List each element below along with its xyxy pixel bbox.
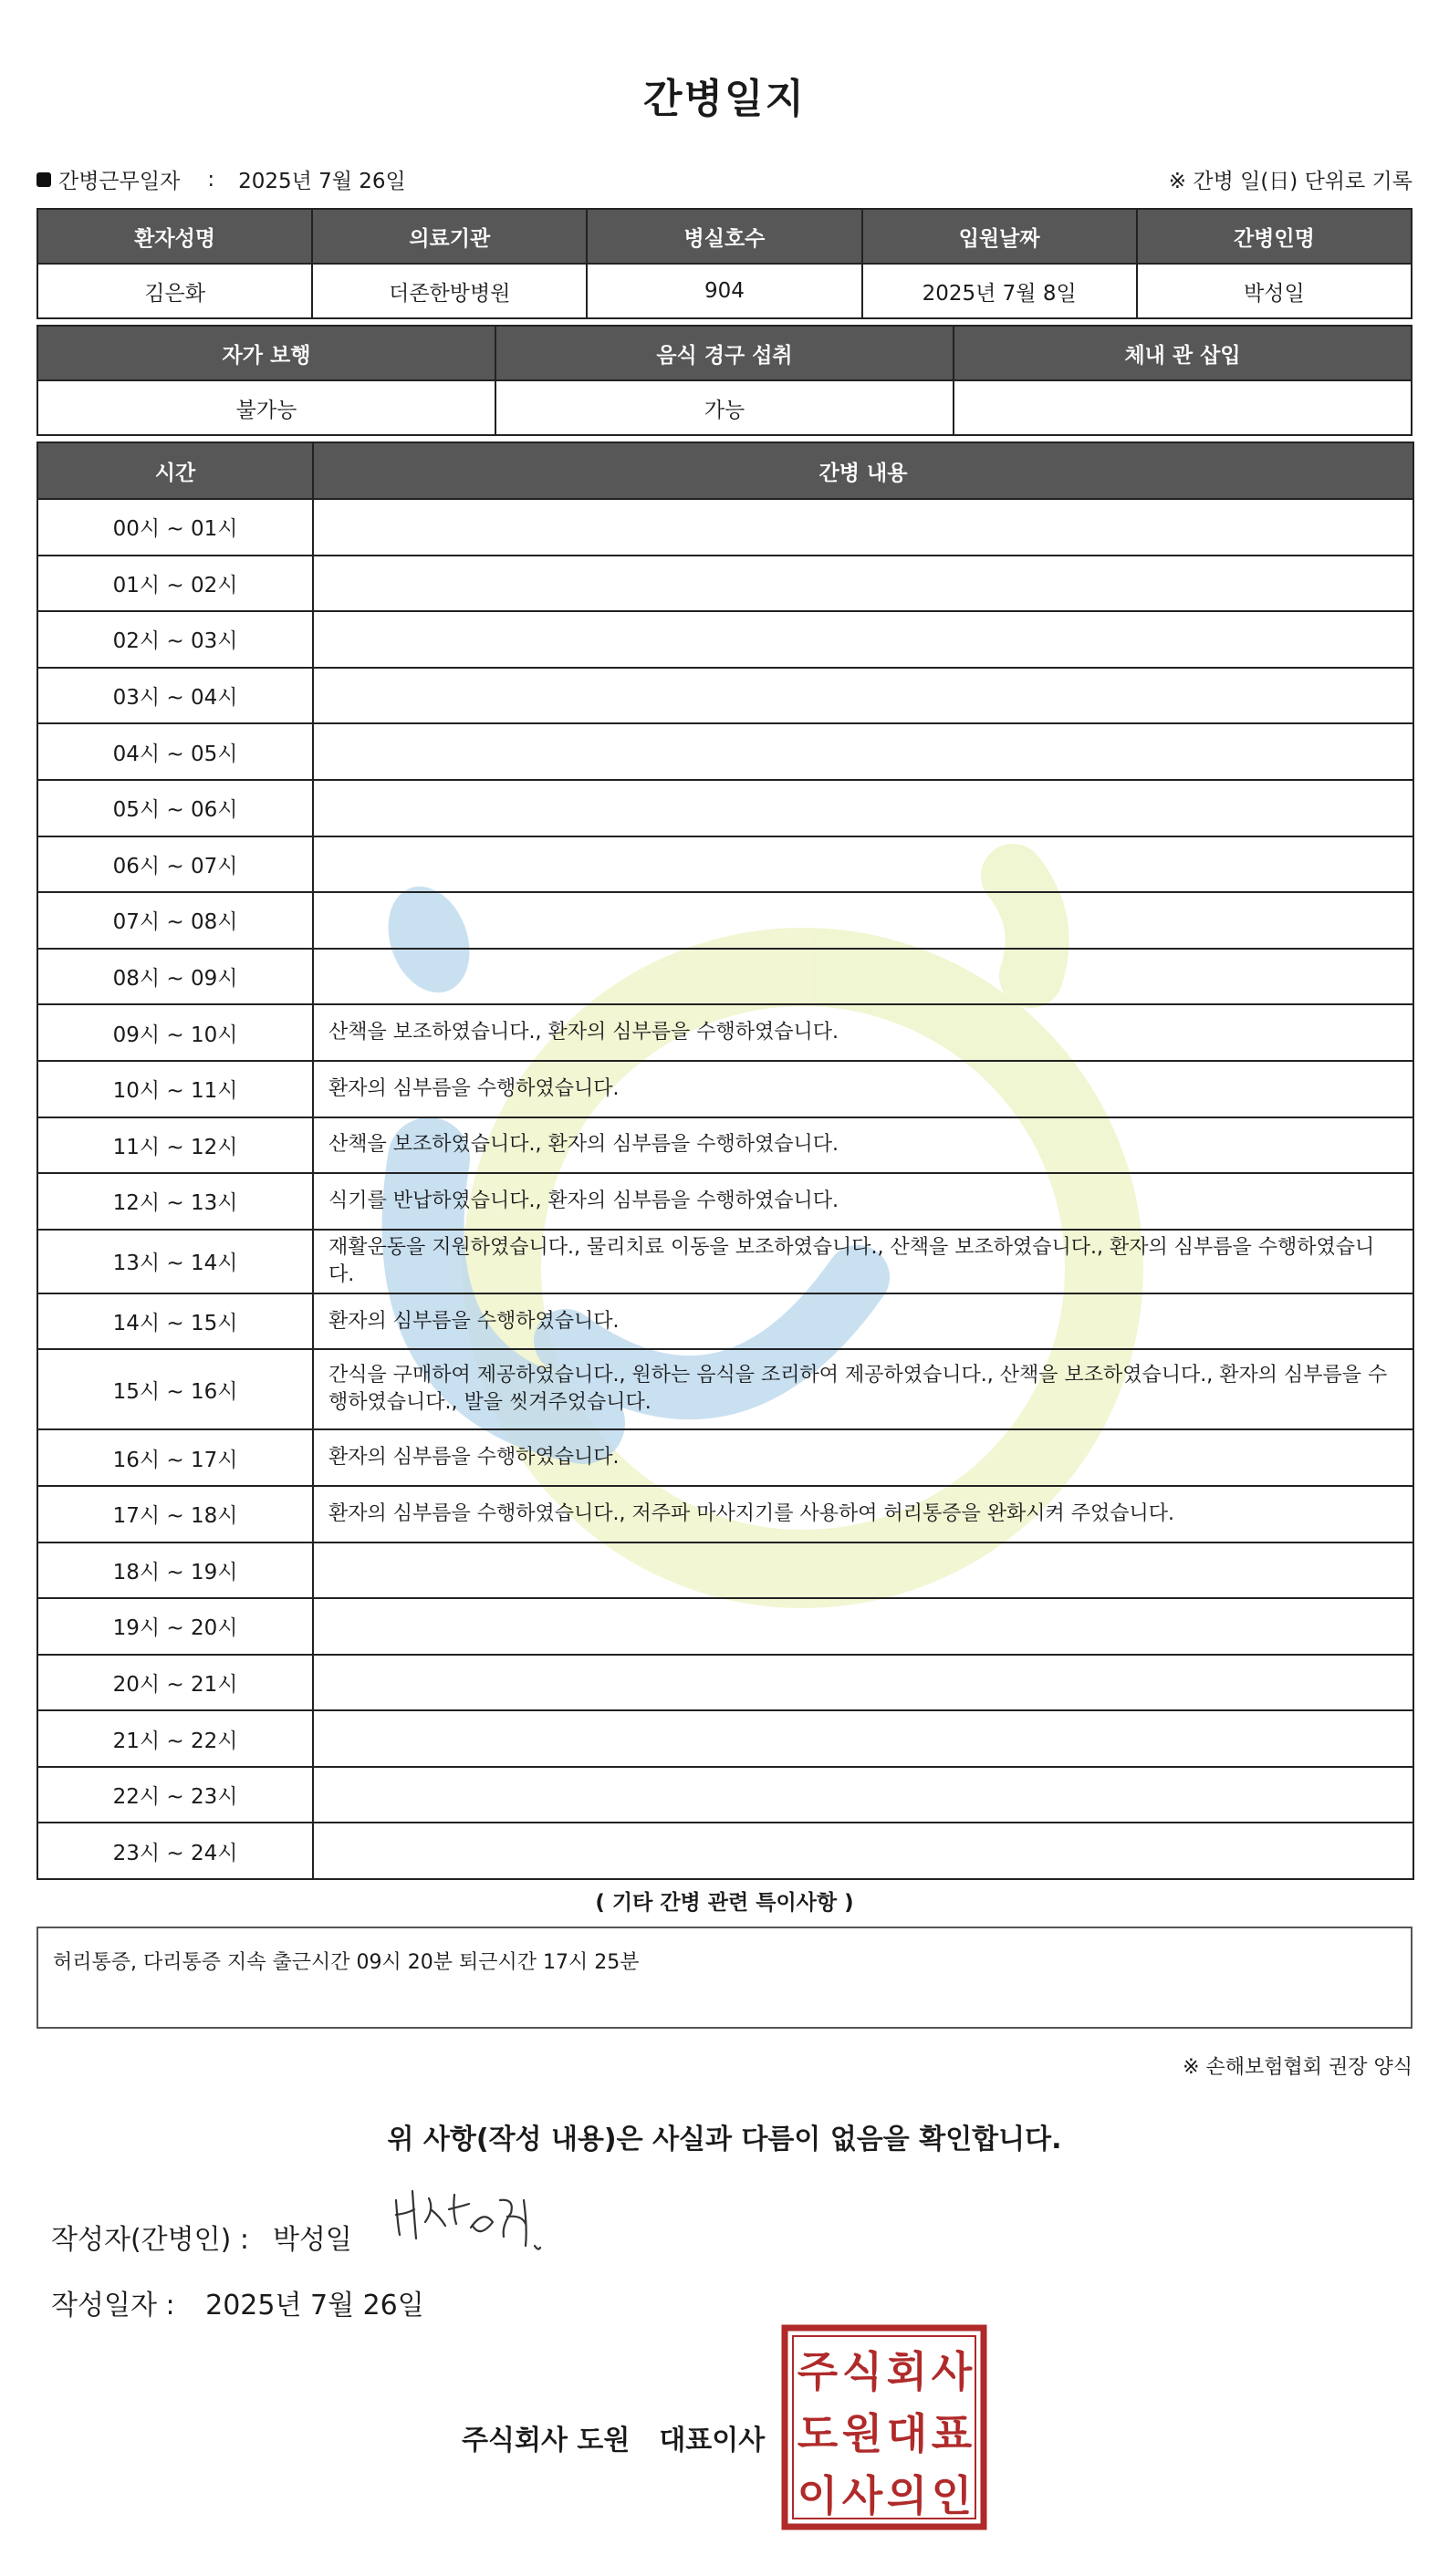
care-log-time: 21시 ~ 22시 bbox=[37, 1710, 313, 1767]
care-log-row bbox=[37, 1349, 1413, 1429]
value-caregiver-name: 박성일 bbox=[1137, 264, 1412, 318]
care-log-content: 간식을 구매하여 제공하였습니다., 원하는 음식을 조리하여 제공하였습니다., 산책을 보조하였습니다., 환자의 심부름을 수행하였습니다., 발을 씻겨주었습니다. bbox=[313, 1349, 1413, 1429]
seal-character: 식 bbox=[841, 2347, 883, 2396]
seal-character: 인 bbox=[931, 2471, 973, 2520]
care-log-content: 환자의 심부름을 수행하였습니다. bbox=[313, 1429, 1413, 1486]
write-date-value: 2025년 7월 26일 bbox=[205, 2290, 424, 2322]
care-log-content bbox=[313, 1823, 1413, 1879]
seal-character: 주 bbox=[797, 2347, 839, 2396]
confirmation-statement: 위 사항(작성 내용)은 사실과 다름이 없음을 확인합니다. bbox=[387, 2124, 1062, 2155]
value-oral-intake: 가능 bbox=[495, 380, 954, 435]
care-log-row bbox=[37, 836, 1413, 893]
care-log-content bbox=[313, 780, 1413, 836]
care-log-header-row bbox=[37, 442, 1413, 499]
value-admission-date: 2025년 7월 8일 bbox=[862, 264, 1137, 318]
header-patient-name: 환자성명 bbox=[37, 209, 312, 264]
seal-character: 도 bbox=[797, 2409, 839, 2458]
care-log-content bbox=[313, 1710, 1413, 1767]
care-log-time: 11시 ~ 12시 bbox=[37, 1117, 313, 1174]
patient-status-header-row bbox=[37, 326, 1412, 380]
care-log-time: 04시 ~ 05시 bbox=[37, 723, 313, 780]
patient-info-header-row bbox=[37, 209, 1412, 264]
care-log-row bbox=[37, 1542, 1413, 1599]
handwritten-signature bbox=[389, 2182, 562, 2264]
care-log-time: 09시 ~ 10시 bbox=[37, 1004, 313, 1061]
care-log-row bbox=[37, 1429, 1413, 1486]
header-care-content: 간병 내용 bbox=[313, 442, 1413, 499]
care-log-row bbox=[37, 1230, 1413, 1293]
care-log-time: 17시 ~ 18시 bbox=[37, 1486, 313, 1542]
care-log-time: 08시 ~ 09시 bbox=[37, 949, 313, 1005]
care-log-content bbox=[313, 499, 1413, 556]
value-room-number: 904 bbox=[587, 264, 861, 318]
writer-row bbox=[51, 2209, 562, 2264]
remarks-box bbox=[36, 1927, 1413, 2029]
value-self-walking: 불가능 bbox=[37, 380, 495, 435]
header-time: 시간 bbox=[37, 442, 313, 499]
care-log-content: 재활운동을 지원하였습니다., 물리치료 이동을 보조하였습니다., 산책을 보조하였습니다., 환자의 심부름을 수행하였습니다. bbox=[313, 1230, 1413, 1293]
care-log-row bbox=[37, 1710, 1413, 1767]
care-log-time: 06시 ~ 07시 bbox=[37, 836, 313, 893]
duty-date-separator: : bbox=[207, 167, 215, 192]
care-log-content bbox=[313, 836, 1413, 893]
company-seal-stamp bbox=[781, 2324, 987, 2530]
care-log-content: 환자의 심부름을 수행하였습니다. bbox=[313, 1293, 1413, 1350]
care-log-time: 03시 ~ 04시 bbox=[37, 668, 313, 724]
seal-character: 대 bbox=[886, 2409, 928, 2458]
value-tube-insertion bbox=[954, 380, 1412, 435]
care-log-time: 10시 ~ 11시 bbox=[37, 1061, 313, 1117]
duty-date-label: 간병근무일자 bbox=[58, 170, 181, 193]
care-log-time: 13시 ~ 14시 bbox=[37, 1230, 313, 1293]
care-log-time: 12시 ~ 13시 bbox=[37, 1173, 313, 1230]
value-patient-name: 김은화 bbox=[37, 264, 312, 318]
header-tube-insertion: 체내 관 삽입 bbox=[954, 326, 1412, 380]
duty-date-value: 2025년 7월 26일 bbox=[238, 170, 406, 193]
care-log-time: 19시 ~ 20시 bbox=[37, 1598, 313, 1655]
company-name: 주식회사 도원 bbox=[462, 2425, 631, 2457]
care-log-body bbox=[37, 499, 1413, 1879]
care-log-row bbox=[37, 723, 1413, 780]
care-log-content: 산책을 보조하였습니다., 환자의 심부름을 수행하였습니다. bbox=[313, 1004, 1413, 1061]
care-log-time: 22시 ~ 23시 bbox=[37, 1767, 313, 1823]
seal-character: 이 bbox=[797, 2471, 839, 2520]
company-role: 대표이사 bbox=[659, 2425, 766, 2457]
care-log-content: 식기를 반납하였습니다., 환자의 심부름을 수행하였습니다. bbox=[313, 1173, 1413, 1230]
hourly-care-log-table bbox=[36, 441, 1414, 1880]
header-admission-date: 입원날짜 bbox=[862, 209, 1137, 264]
remarks-text: 허리통증, 다리통증 지속 출근시간 09시 20분 퇴근시간 17시 25분 bbox=[53, 1951, 640, 1974]
care-log-row bbox=[37, 1767, 1413, 1823]
writer-label: 작성자(간병인) : bbox=[51, 2224, 249, 2256]
company-row bbox=[462, 2417, 765, 2457]
care-log-content bbox=[313, 1767, 1413, 1823]
value-hospital: 더존한방병원 bbox=[312, 264, 587, 318]
form-source-note: ※ 손해보험협회 권장 양식 bbox=[1183, 2056, 1413, 2079]
care-log-content: 산책을 보조하였습니다., 환자의 심부름을 수행하였습니다. bbox=[313, 1117, 1413, 1174]
care-log-row bbox=[37, 949, 1413, 1005]
daily-record-note: ※ 간병 일(日) 단위로 기록 bbox=[1168, 170, 1413, 193]
seal-character: 사 bbox=[841, 2471, 883, 2520]
care-log-row bbox=[37, 1823, 1413, 1879]
duty-date-group bbox=[36, 164, 406, 194]
patient-info-value-row bbox=[37, 264, 1412, 318]
care-log-content bbox=[313, 1655, 1413, 1711]
care-log-content bbox=[313, 668, 1413, 724]
care-log-row bbox=[37, 1486, 1413, 1542]
care-log-row bbox=[37, 668, 1413, 724]
care-log-content bbox=[313, 556, 1413, 612]
seal-character: 회 bbox=[886, 2347, 928, 2396]
write-date-label: 작성일자 : bbox=[51, 2290, 175, 2322]
header-room-number: 병실호수 bbox=[587, 209, 861, 264]
care-log-time: 20시 ~ 21시 bbox=[37, 1655, 313, 1711]
care-log-content bbox=[313, 949, 1413, 1005]
seal-character: 원 bbox=[841, 2409, 883, 2458]
care-log-content: 환자의 심부름을 수행하였습니다. bbox=[313, 1061, 1413, 1117]
document-title: 간병일지 bbox=[642, 76, 806, 122]
header-oral-intake: 음식 경구 섭취 bbox=[495, 326, 954, 380]
care-log-row bbox=[37, 1655, 1413, 1711]
patient-status-value-row bbox=[37, 380, 1412, 435]
care-log-content bbox=[313, 1542, 1413, 1599]
care-log-time: 15시 ~ 16시 bbox=[37, 1349, 313, 1429]
care-log-content bbox=[313, 892, 1413, 949]
care-log-time: 07시 ~ 08시 bbox=[37, 892, 313, 949]
header-hospital: 의료기관 bbox=[312, 209, 587, 264]
care-log-time: 01시 ~ 02시 bbox=[37, 556, 313, 612]
header-caregiver-name: 간병인명 bbox=[1137, 209, 1412, 264]
seal-character: 표 bbox=[931, 2409, 973, 2458]
care-log-row bbox=[37, 780, 1413, 836]
care-log-row bbox=[37, 556, 1413, 612]
care-log-time: 23시 ~ 24시 bbox=[37, 1823, 313, 1879]
seal-character: 의 bbox=[886, 2471, 928, 2520]
header-self-walking: 자가 보행 bbox=[37, 326, 495, 380]
square-bullet-icon bbox=[36, 172, 51, 187]
care-log-row bbox=[37, 1061, 1413, 1117]
care-log-time: 02시 ~ 03시 bbox=[37, 611, 313, 668]
care-log-time: 05시 ~ 06시 bbox=[37, 780, 313, 836]
care-log-row bbox=[37, 1598, 1413, 1655]
care-log-row bbox=[37, 499, 1413, 556]
care-log-row bbox=[37, 1293, 1413, 1350]
care-log-time: 00시 ~ 01시 bbox=[37, 499, 313, 556]
care-log-row bbox=[37, 1117, 1413, 1174]
care-log-time: 16시 ~ 17시 bbox=[37, 1429, 313, 1486]
care-log-row bbox=[37, 1173, 1413, 1230]
writer-name: 박성일 bbox=[272, 2224, 352, 2256]
care-log-content: 환자의 심부름을 수행하였습니다., 저주파 마사지기를 사용하여 허리통증을 완화시켜 주었습니다. bbox=[313, 1486, 1413, 1542]
care-log-row bbox=[37, 1004, 1413, 1061]
care-log-time: 14시 ~ 15시 bbox=[37, 1293, 313, 1350]
write-date-row bbox=[51, 2282, 424, 2322]
patient-status-table bbox=[36, 325, 1413, 436]
care-log-content bbox=[313, 723, 1413, 780]
care-log-row bbox=[37, 892, 1413, 949]
care-log-row bbox=[37, 611, 1413, 668]
duty-date-row bbox=[36, 164, 1413, 197]
care-log-content bbox=[313, 1598, 1413, 1655]
care-log-content bbox=[313, 611, 1413, 668]
seal-character: 사 bbox=[931, 2347, 973, 2396]
care-log-time: 18시 ~ 19시 bbox=[37, 1542, 313, 1599]
patient-info-table bbox=[36, 208, 1413, 319]
remarks-title: ( 기타 간병 관련 특이사항 ) bbox=[595, 1891, 854, 1915]
